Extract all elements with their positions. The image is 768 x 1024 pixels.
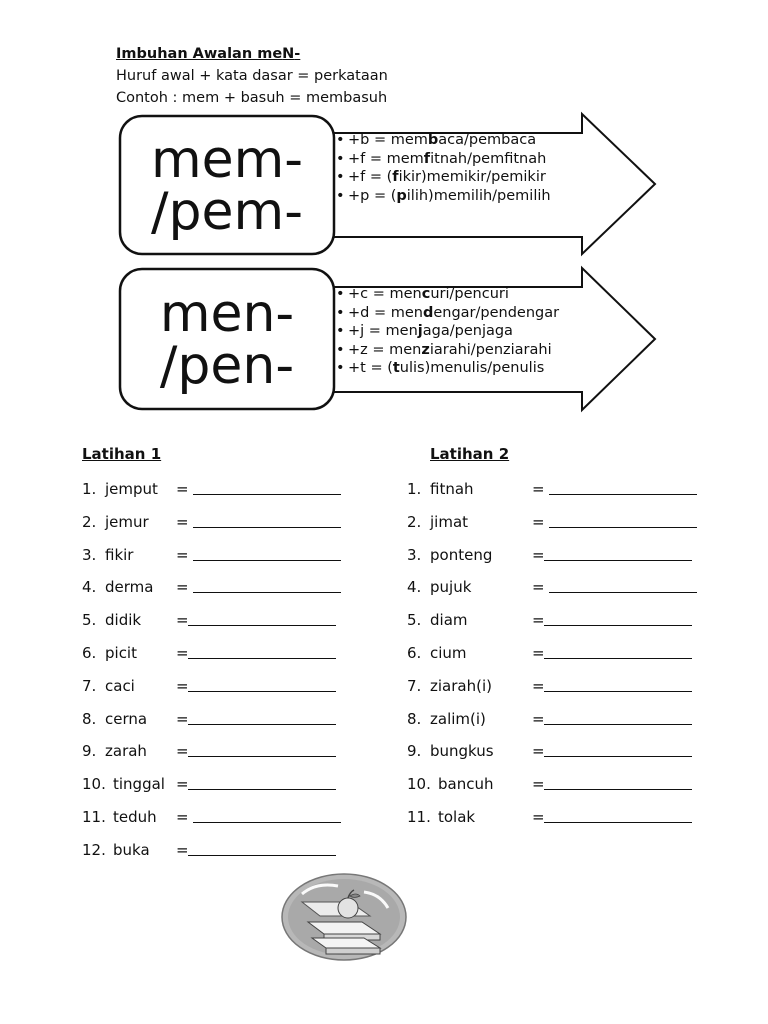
equals-sign: = — [176, 742, 189, 761]
exercise-word: bungkus — [430, 742, 494, 761]
exercise-word: buka — [113, 840, 150, 859]
exercise-number: 11. — [82, 808, 106, 826]
exercise-word: jemur — [105, 512, 149, 531]
latihan2-title: Latihan 2 — [430, 445, 510, 463]
exercise-number: 5. — [82, 611, 97, 630]
equals-sign: = — [532, 709, 545, 728]
answer-blank[interactable] — [544, 644, 692, 659]
equals-sign: = — [532, 742, 545, 761]
exercise-word: cium — [430, 644, 467, 662]
answer-blank[interactable] — [188, 742, 336, 757]
exercise-number: 7. — [82, 676, 97, 695]
exercise-row — [82, 611, 260, 631]
exercise-word: fitnah — [430, 480, 474, 498]
exercise-row — [407, 513, 597, 533]
equals-sign: = — [176, 840, 189, 859]
equals-sign: = — [176, 480, 189, 498]
exercise-word: caci — [105, 676, 135, 695]
equals-sign: = — [176, 611, 189, 630]
equals-sign: = — [532, 775, 545, 794]
rule-item: • +t = (tulis)menulis/penulis — [336, 359, 559, 378]
answer-blank[interactable] — [544, 677, 692, 692]
exercise-row — [407, 546, 597, 566]
exercise-row — [407, 611, 597, 631]
rules-list-men — [336, 285, 559, 378]
exercise-number: 2. — [82, 512, 97, 531]
exercise-row — [82, 742, 260, 762]
exercise-word: bancuh — [438, 775, 494, 794]
rule-item: • +z = menziarahi/penziarahi — [336, 341, 559, 360]
exercise-word: picit — [105, 644, 137, 662]
answer-blank[interactable] — [188, 710, 336, 725]
exercise-number: 6. — [82, 644, 97, 662]
answer-blank[interactable] — [193, 808, 341, 823]
exercise-number: 3. — [407, 545, 422, 564]
exercise-number: 10. — [407, 775, 431, 794]
equals-sign: = — [532, 512, 545, 531]
rule-item: • +b = membaca/pembaca — [336, 131, 551, 150]
exercise-number: 10. — [82, 775, 106, 794]
exercise-number: 4. — [407, 578, 422, 597]
books-apple-emblem-icon — [280, 872, 408, 962]
exercise-row — [407, 808, 597, 828]
answer-blank[interactable] — [544, 611, 692, 626]
exercise-word: derma — [105, 578, 154, 597]
answer-blank[interactable] — [188, 644, 336, 659]
answer-blank[interactable] — [549, 513, 697, 528]
exercise-number: 8. — [407, 709, 422, 728]
prefix-label-men: men- /pen- — [159, 284, 295, 396]
rule-item: • +c = mencuri/pencuri — [336, 285, 559, 304]
exercise-word: ponteng — [430, 545, 493, 564]
answer-blank[interactable] — [544, 775, 692, 790]
exercise-row — [407, 775, 597, 795]
exercise-row — [407, 742, 597, 762]
exercise-row — [82, 644, 260, 664]
exercise-word: fikir — [105, 545, 134, 564]
exercise-word: zarah — [105, 742, 147, 761]
equals-sign: = — [532, 644, 545, 662]
answer-blank[interactable] — [193, 513, 341, 528]
equals-sign: = — [176, 775, 189, 794]
answer-blank[interactable] — [188, 775, 336, 790]
exercise-number: 5. — [407, 611, 422, 630]
exercise-number: 7. — [407, 676, 422, 695]
equals-sign: = — [176, 578, 189, 597]
exercise-number: 11. — [407, 808, 431, 826]
answer-blank[interactable] — [193, 578, 341, 593]
exercise-row — [407, 677, 597, 697]
equals-sign: = — [532, 611, 545, 630]
rules-list-mem — [336, 131, 551, 205]
exercise-number: 1. — [82, 480, 97, 498]
exercise-row — [82, 513, 260, 533]
exercise-word: jimat — [430, 512, 469, 531]
exercise-word: cerna — [105, 709, 148, 728]
exercise-word: tolak — [438, 808, 476, 826]
exercise-word: jemput — [105, 480, 158, 498]
exercise-number: 12. — [82, 840, 106, 859]
prefix-label-mem: mem- /pem- — [150, 130, 304, 242]
exercise-row — [82, 841, 260, 861]
equals-sign: = — [176, 545, 189, 564]
exercise-word: diam — [430, 611, 468, 630]
equals-sign: = — [176, 512, 189, 531]
exercise-number: 2. — [407, 512, 422, 531]
exercise-row — [82, 480, 260, 500]
rule-item: • +f = memfitnah/pemfitnah — [336, 150, 551, 169]
equals-sign: = — [532, 545, 545, 564]
exercise-row — [82, 677, 260, 697]
answer-blank[interactable] — [193, 546, 341, 561]
equals-sign: = — [532, 578, 545, 597]
equals-sign: = — [532, 676, 545, 695]
exercise-row — [82, 710, 260, 730]
rule-item: • +p = (pilih)memilih/pemilih — [336, 187, 551, 206]
equals-sign: = — [532, 480, 545, 498]
exercise-row — [407, 644, 597, 664]
answer-blank[interactable] — [544, 808, 692, 823]
rule-item: • +j = menjaga/penjaga — [336, 322, 559, 341]
worksheet-title: Imbuhan Awalan meN- — [116, 46, 301, 62]
latihan1-title: Latihan 1 — [82, 445, 162, 463]
formula-text: Huruf awal + kata dasar = perkataan — [116, 68, 388, 84]
exercise-number: 9. — [82, 742, 97, 761]
answer-blank[interactable] — [549, 578, 697, 593]
exercise-number: 9. — [407, 742, 422, 761]
exercise-row — [82, 808, 260, 828]
exercise-number: 4. — [82, 578, 97, 597]
equals-sign: = — [532, 808, 545, 826]
answer-blank[interactable] — [549, 480, 697, 495]
rule-item: • +d = mendengar/pendengar — [336, 304, 559, 323]
exercise-word: pujuk — [430, 578, 472, 597]
answer-blank[interactable] — [188, 611, 336, 626]
exercise-row — [407, 710, 597, 730]
example-text: Contoh : mem + basuh = membasuh — [116, 90, 388, 106]
exercise-word: zalim(i) — [430, 709, 486, 728]
equals-sign: = — [176, 676, 189, 695]
rule-item: • +f = (fikir)memikir/pemikir — [336, 168, 551, 187]
equals-sign: = — [176, 644, 189, 662]
exercise-word: teduh — [113, 808, 157, 826]
exercise-number: 6. — [407, 644, 422, 662]
exercise-number: 1. — [407, 480, 422, 498]
answer-blank[interactable] — [188, 841, 336, 856]
exercise-number: 3. — [82, 545, 97, 564]
exercise-row — [82, 578, 260, 598]
answer-blank[interactable] — [544, 546, 692, 561]
exercise-word: ziarah(i) — [430, 676, 492, 695]
exercise-number: 8. — [82, 709, 97, 728]
exercise-word: didik — [105, 611, 142, 630]
equals-sign: = — [176, 709, 189, 728]
answer-blank[interactable] — [544, 742, 692, 757]
exercise-word: tinggal — [113, 775, 165, 794]
equals-sign: = — [176, 808, 189, 826]
exercise-row — [82, 775, 260, 795]
exercise-row — [82, 546, 260, 566]
exercise-row — [407, 578, 597, 598]
answer-blank[interactable] — [193, 480, 341, 495]
exercise-row — [407, 480, 597, 500]
answer-blank[interactable] — [188, 677, 336, 692]
answer-blank[interactable] — [544, 710, 692, 725]
